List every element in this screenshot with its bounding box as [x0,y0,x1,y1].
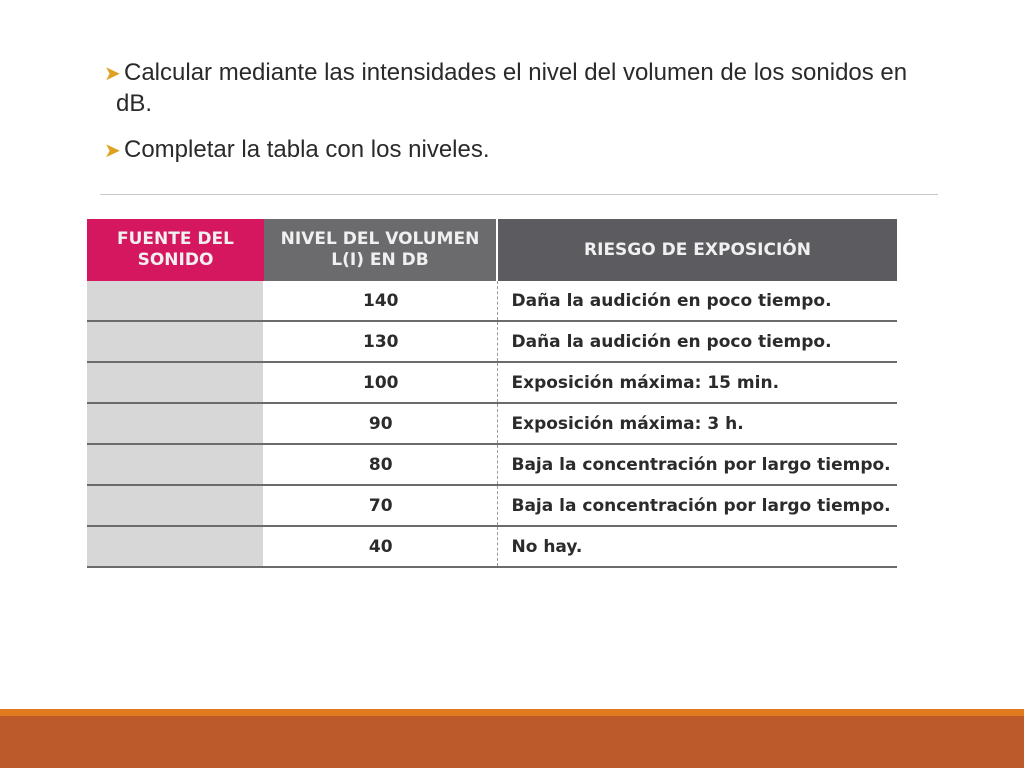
table-row [87,321,897,362]
table-row [87,485,897,526]
bullet-list [96,58,946,182]
divider [100,194,938,195]
source-cell[interactable] [87,485,264,526]
risk-cell: Daña la audición en poco tiempo. [497,321,897,362]
risk-cell: Exposición máxima: 15 min. [497,362,897,403]
table-row [87,362,897,403]
level-cell: 70 [264,485,497,526]
source-cell[interactable] [87,526,264,567]
table-row [87,403,897,444]
risk-cell: Baja la concentración por largo tiempo. [497,485,897,526]
level-cell: 40 [264,526,497,567]
risk-cell: Daña la audición en poco tiempo. [497,281,897,321]
table-row [87,444,897,485]
bullet-text: Calcular mediante las intensidades el nivel del volumen de los sonidos en dB. [116,59,908,117]
level-cell: 80 [264,444,497,485]
level-cell: 140 [264,281,497,321]
header-risk: RIESGO DE EXPOSICIÓN [497,219,897,281]
table-header-row [87,219,897,281]
source-cell[interactable] [87,444,264,485]
source-cell[interactable] [87,362,264,403]
footer-accent-bar [0,709,1024,716]
level-cell: 100 [264,362,497,403]
table-row [87,281,897,321]
header-source: FUENTE DEL SONIDO [87,219,264,281]
level-cell: 90 [264,403,497,444]
header-level: NIVEL DEL VOLUMEN L(I) EN DB [264,219,497,281]
risk-cell: Exposición máxima: 3 h. [497,403,897,444]
arrow-bullet-icon: ➤ [104,63,121,85]
risk-cell: Baja la concentración por largo tiempo. [497,444,897,485]
risk-cell: No hay. [497,526,897,567]
level-cell: 130 [264,321,497,362]
table-row [87,526,897,567]
footer-bar [0,716,1024,768]
exposure-table [87,219,897,568]
source-cell[interactable] [87,281,264,321]
bullet-item [96,135,946,166]
source-cell[interactable] [87,403,264,444]
bullet-item [96,58,946,119]
source-cell[interactable] [87,321,264,362]
arrow-bullet-icon: ➤ [104,140,121,162]
bullet-text: Completar la tabla con los niveles. [124,136,490,163]
